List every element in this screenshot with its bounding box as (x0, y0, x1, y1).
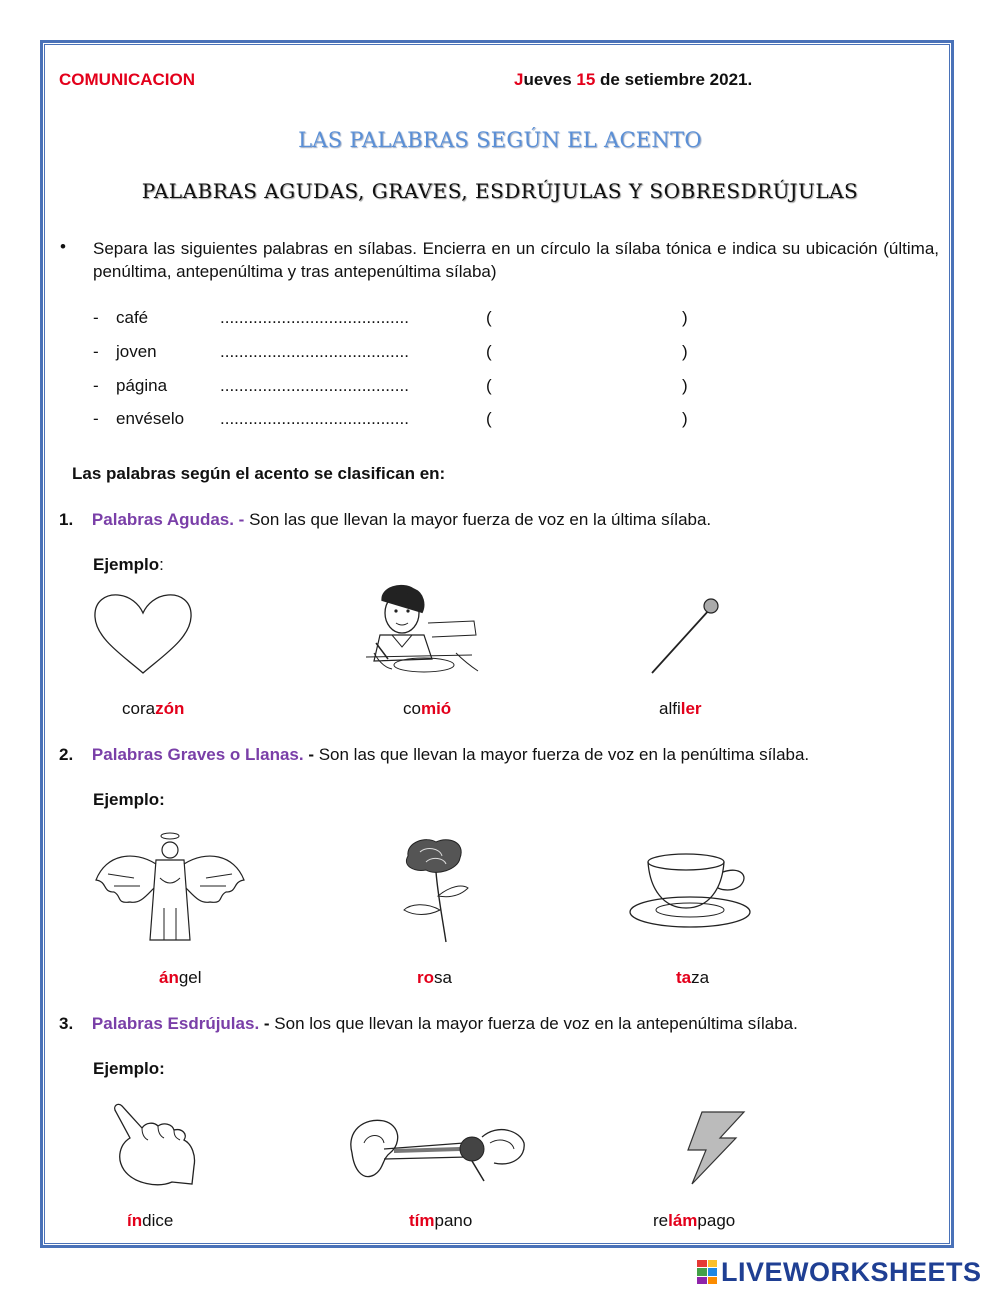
syllable-stressed: mió (420, 699, 452, 718)
page-title: LAS PALABRAS SEGÚN EL ACENTO (298, 128, 702, 152)
exercise-paren-close: ) (682, 409, 688, 428)
date-weekday: ueves (523, 70, 577, 89)
section-3-heading (59, 1014, 798, 1034)
example-word-indice (127, 1211, 173, 1231)
instruction-text: Separa las siguientes palabras en sílabas. Encierra en un círculo la sílaba tónica e indica su ubicación (última, penúltima, antepenúltima y tras antepenúltima sílaba) (93, 239, 939, 281)
example-label-text: Ejemplo (93, 555, 160, 574)
date-day: 15 (576, 70, 596, 89)
exercise-paren-close: ) (682, 308, 688, 327)
section-2-number: 2. (59, 745, 74, 764)
section-2-definition: Son las que llevan la mayor fuerza de voz en la penúltima sílaba. (313, 745, 810, 764)
date-line (514, 70, 752, 90)
exercise-syllable-blank[interactable]: ........................................ (220, 308, 409, 327)
date-rest: de setiembre 2021. (595, 70, 753, 89)
syllable-stressed: ín (127, 1211, 143, 1230)
syllable-post: pano (434, 1211, 473, 1230)
example-word-alfiler (659, 699, 702, 719)
example-word-corazon (122, 699, 184, 719)
section-1-example-label (93, 555, 164, 575)
exercise-dash: - (93, 308, 99, 327)
syllable-post: za (691, 968, 710, 987)
logo-mark-icon (697, 1260, 717, 1284)
date-initial: J (514, 70, 524, 89)
exercise-paren-close: ) (682, 376, 688, 395)
syllable-post: pago (697, 1211, 736, 1230)
example-word-comio (403, 699, 451, 719)
exercise-paren-open: ( (486, 342, 492, 361)
example-label-colon: : (159, 555, 164, 574)
syllable-pre: cora (122, 699, 156, 718)
exercise-dash: - (93, 342, 99, 361)
syllable-stressed: ro (417, 968, 434, 987)
section-3-dash: - (259, 1014, 270, 1033)
section-2-name: Palabras Graves o Llanas. (91, 745, 304, 764)
rose-icon (396, 836, 472, 944)
section-1-number: 1. (59, 510, 74, 529)
exercise-syllable-blank[interactable]: ........................................ (220, 376, 409, 395)
section-2-dash: - (303, 745, 314, 764)
exercise-syllable-blank[interactable]: ........................................ (220, 342, 409, 361)
exercise-paren-open: ( (486, 376, 492, 395)
exercise-paren-open: ( (486, 308, 492, 327)
subject-label: COMUNICACION (59, 70, 195, 89)
classification-intro: Las palabras según el acento se clasifican en: (72, 464, 446, 483)
exercise-paren-open: ( (486, 409, 492, 428)
example-word-taza (676, 968, 709, 988)
exercise-dash: - (93, 376, 99, 395)
heart-icon (92, 593, 194, 677)
exercise-syllable-blank[interactable]: ........................................ (220, 409, 409, 428)
exercise-dash: - (93, 409, 99, 428)
syllable-pre: co (403, 699, 421, 718)
syllable-pre: alfi (659, 699, 681, 718)
page-subtitle: PALABRAS AGUDAS, GRAVES, ESDRÚJULAS Y SOBRESDRÚJULAS (141, 179, 859, 203)
pin-icon (648, 597, 724, 677)
exercise-word: joven (116, 342, 157, 361)
liveworksheets-logo (697, 1257, 982, 1287)
syllable-post: sa (434, 968, 452, 987)
syllable-pre: re (653, 1211, 669, 1230)
instruction-bullet: • (60, 237, 66, 256)
syllable-post: dice (142, 1211, 174, 1230)
ear-anatomy-icon (344, 1113, 528, 1185)
section-1-definition: Son las que llevan la mayor fuerza de voz en la última sílaba. (244, 510, 712, 529)
syllable-stressed: ler (680, 699, 702, 718)
example-word-angel (159, 968, 202, 988)
syllable-stressed: lám (668, 1211, 698, 1230)
syllable-stressed: zón (155, 699, 185, 718)
watermark-text: LIVEWORKSHEETS (721, 1256, 982, 1287)
exercise-word: café (116, 308, 149, 327)
section-2-example-label: Ejemplo: (93, 790, 165, 809)
syllable-stressed: tím (409, 1211, 435, 1230)
section-3-number: 3. (59, 1014, 74, 1033)
section-3-example-label: Ejemplo: (93, 1059, 165, 1078)
angel-icon (94, 830, 246, 944)
section-3-name: Palabras Esdrújulas. (91, 1014, 260, 1033)
exercise-word: envéselo (116, 409, 185, 428)
syllable-post: gel (178, 968, 202, 987)
syllable-stressed: ta (676, 968, 692, 987)
exercise-paren-close: ) (682, 342, 688, 361)
example-word-timpano (409, 1211, 472, 1231)
section-2-heading (59, 745, 809, 765)
pointing-hand-icon (108, 1100, 198, 1190)
section-1-name: Palabras Agudas. - (91, 510, 245, 529)
example-word-relampago (653, 1211, 735, 1231)
section-1-heading (59, 510, 711, 530)
lightning-icon (672, 1110, 746, 1188)
cup-icon (628, 850, 758, 930)
syllable-stressed: án (159, 968, 179, 987)
example-word-rosa (417, 968, 452, 988)
section-3-definition: Son los que llevan la mayor fuerza de voz en la antepenúltima sílaba. (269, 1014, 798, 1033)
boy-eating-icon (362, 583, 480, 677)
exercise-word: página (116, 376, 168, 395)
